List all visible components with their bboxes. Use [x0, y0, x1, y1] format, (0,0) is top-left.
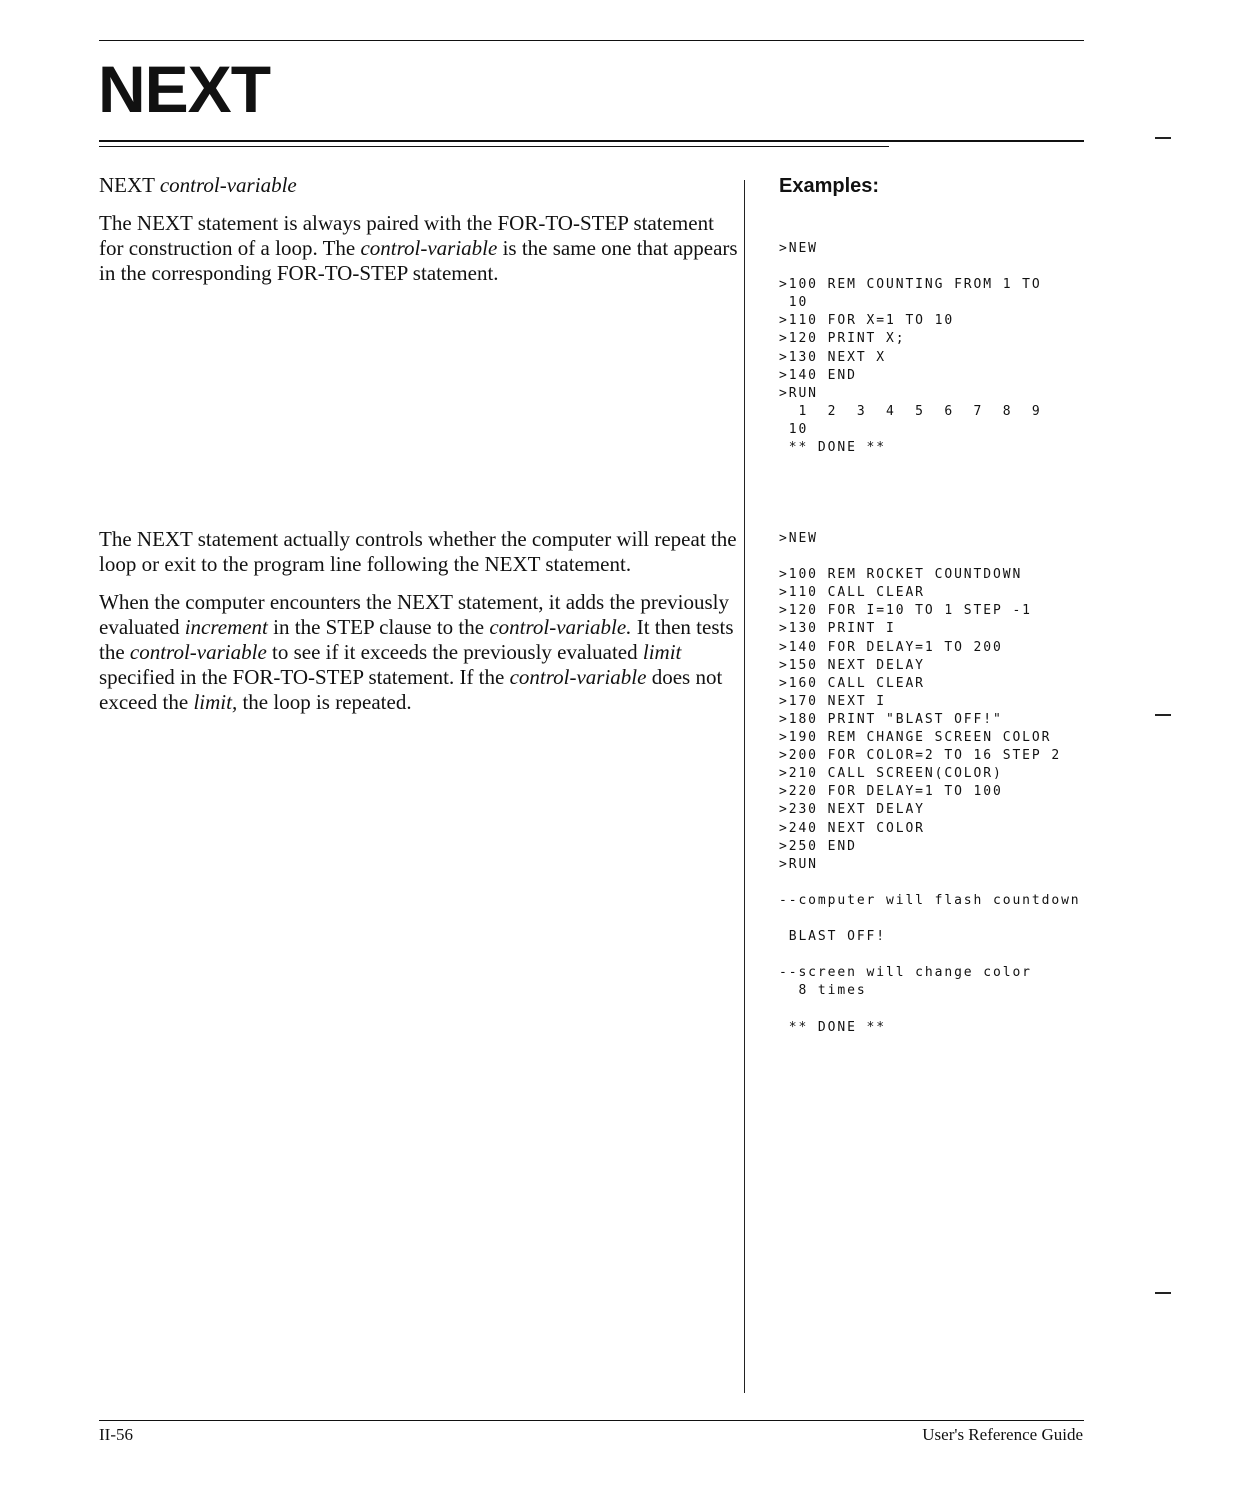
code-line: 8 times	[779, 983, 867, 999]
syntax-block	[99, 173, 739, 299]
code-line: >160 CALL CLEAR	[779, 675, 925, 691]
italic-term: limit	[642, 640, 682, 664]
examples-heading: Examples:	[779, 175, 880, 197]
code-line: >220 FOR DELAY=1 TO 100	[779, 784, 1003, 800]
page-number: II-56	[99, 1425, 133, 1444]
code-line: >140 END	[779, 367, 857, 383]
code-example-2	[779, 530, 1081, 1037]
text-run: specified in the FOR-TO-STEP statement. If the	[99, 665, 510, 689]
syntax-line	[99, 173, 739, 198]
code-line: --computer will flash countdown	[779, 892, 1081, 908]
margin-tick	[1155, 1292, 1171, 1294]
syntax-argument: control-variable	[159, 173, 297, 197]
code-line: >RUN	[779, 856, 818, 872]
code-line: >NEW	[779, 531, 818, 546]
code-line: 10	[779, 295, 809, 311]
top-rule	[99, 40, 1084, 41]
italic-term: control-variable	[129, 640, 267, 664]
margin-tick	[1155, 714, 1171, 716]
code-line: 10	[779, 421, 809, 437]
text-run: The NEXT statement is always paired with the FOR-TO-STEP statement for construction of a loop. The	[99, 211, 714, 260]
code-line: >100 REM COUNTING FROM 1 TO	[779, 277, 1042, 293]
code-line: >180 PRINT "BLAST OFF!"	[779, 711, 1003, 727]
code-line: >110 FOR X=1 TO 10	[779, 313, 955, 329]
book-title: User's Reference Guide	[922, 1425, 1083, 1444]
code-line: >120 PRINT X;	[779, 331, 906, 347]
code-line: >190 REM CHANGE SCREEN COLOR	[779, 730, 1052, 746]
code-line	[779, 910, 1081, 928]
code-line: --screen will change color	[779, 965, 1032, 981]
description-paragraph-2	[99, 527, 739, 577]
explanation-block	[99, 527, 739, 728]
italic-term: increment	[184, 615, 268, 639]
text-run: to see if it exceeds the previously evaluated	[266, 640, 643, 664]
code-line: >130 PRINT I	[779, 621, 896, 637]
code-line: 1 2 3 4 5 6 7 8 9	[779, 403, 1042, 419]
margin-tick	[1155, 137, 1171, 139]
title-underline-thin	[99, 146, 889, 147]
code-line: >130 NEXT X	[779, 349, 886, 365]
text-run: When the computer encounters the NEXT statement, it adds the previously evaluated	[99, 590, 730, 639]
code-line: >150 NEXT DELAY	[779, 657, 925, 673]
page-title: NEXT	[98, 52, 271, 126]
code-example-1	[779, 240, 1042, 457]
code-line: ** DONE **	[779, 440, 886, 456]
description-paragraph-1	[99, 211, 739, 286]
title-underline	[99, 140, 1084, 142]
text-run: in the STEP clause to the	[267, 615, 490, 639]
code-line	[779, 874, 1081, 892]
description-paragraph-3	[99, 590, 739, 715]
code-line: >230 NEXT DELAY	[779, 802, 925, 818]
italic-term: limit,	[193, 690, 238, 714]
code-line: >NEW	[779, 241, 818, 256]
code-line: >200 FOR COLOR=2 TO 16 STEP 2	[779, 748, 1062, 764]
code-line	[779, 548, 1081, 566]
code-line	[779, 1000, 1081, 1018]
code-line: >240 NEXT COLOR	[779, 820, 925, 836]
code-line: >250 END	[779, 838, 857, 854]
code-line: >170 NEXT I	[779, 693, 886, 709]
code-line: >100 REM ROCKET COUNTDOWN	[779, 567, 1023, 583]
italic-term: control-variable	[360, 236, 498, 260]
code-line: ** DONE **	[779, 1019, 886, 1035]
italic-term: control-variable	[509, 665, 647, 689]
text-run: is the same one that appears in the corresponding FOR-TO-STEP statement.	[99, 236, 738, 285]
syntax-keyword: NEXT	[99, 173, 155, 197]
text-run: The NEXT statement actually controls whether the computer will repeat the loop or exit to the program line following the NEXT statement.	[99, 527, 737, 576]
code-line: >210 CALL SCREEN(COLOR)	[779, 766, 1003, 782]
footer-rule	[99, 1420, 1084, 1421]
code-line: >120 FOR I=10 TO 1 STEP -1	[779, 603, 1032, 619]
code-line	[779, 946, 1081, 964]
text-run: the loop is repeated.	[237, 690, 412, 714]
text-run: It then tests the	[99, 615, 734, 664]
code-line: >RUN	[779, 385, 818, 401]
code-line: BLAST OFF!	[779, 929, 886, 945]
code-line: >140 FOR DELAY=1 TO 200	[779, 639, 1003, 655]
column-divider	[744, 180, 745, 1393]
code-line: >110 CALL CLEAR	[779, 585, 925, 601]
code-line	[779, 258, 1042, 276]
text-run: does not exceed the	[99, 665, 723, 714]
italic-term: control-variable.	[489, 615, 632, 639]
